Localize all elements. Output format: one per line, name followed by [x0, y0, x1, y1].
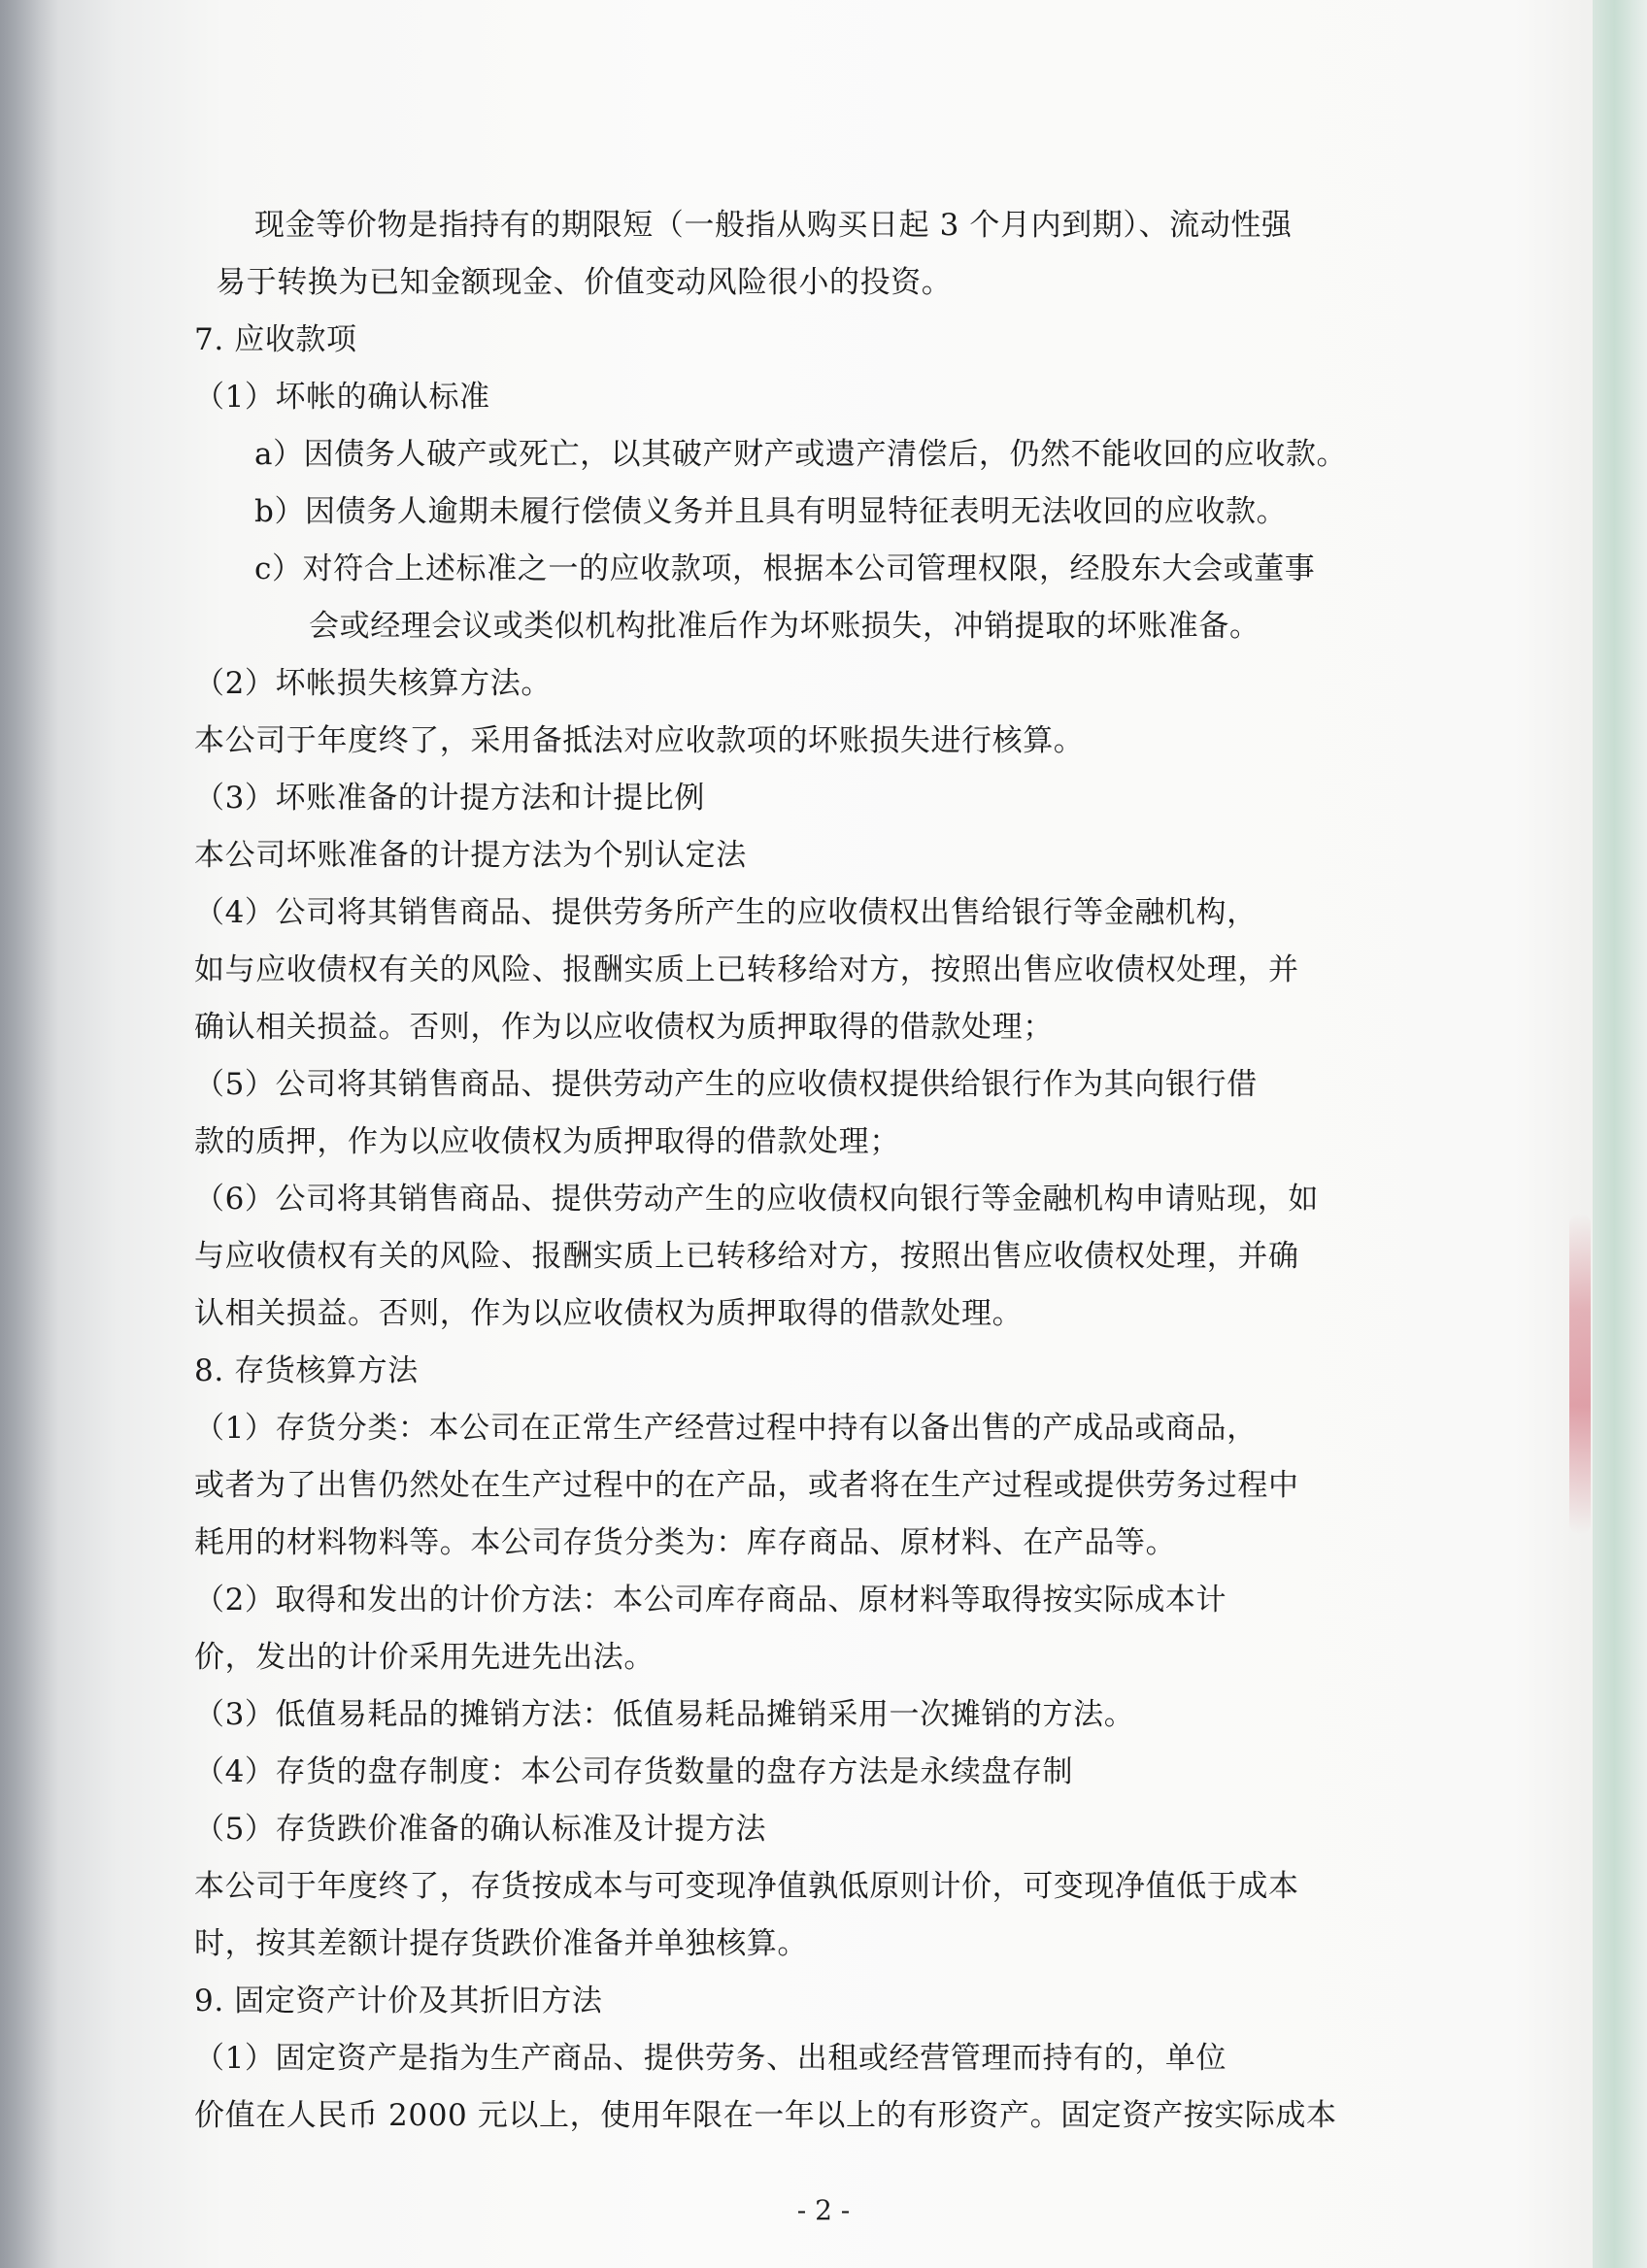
text-line: （1）坏帐的确认标准	[194, 380, 490, 415]
binding-shadow	[0, 0, 58, 2268]
seal-stamp-fragment	[1569, 1214, 1591, 1534]
text-line: 现金等价物是指持有的期限短（一般指从购买日起 3 个月内到期）、流动性强	[254, 208, 1293, 243]
list-item: b）因债务人逾期未履行偿债义务并且具有明显特征表明无法收回的应收款。	[254, 494, 1288, 529]
text-line: （1）存货分类：本公司在正常生产经营过程中持有以备出售的产成品或商品，	[194, 1411, 1258, 1446]
text-line: 价，发出的计价采用先进先出法。	[194, 1640, 655, 1675]
list-item: c）对符合上述标准之一的应收款项，根据本公司管理权限，经股东大会或董事	[254, 551, 1316, 586]
text-line: （4）公司将其销售商品、提供劳务所产生的应收债权出售给银行等金融机构，	[194, 895, 1258, 930]
section-heading: 7. 应收款项	[194, 322, 357, 357]
text-line: （5）公司将其销售商品、提供劳动产生的应收债权提供给银行作为其向银行借	[194, 1067, 1258, 1102]
text-line: 本公司于年度终了，采用备抵法对应收款项的坏账损失进行核算。	[194, 723, 1085, 758]
text-line: （5）存货跌价准备的确认标准及计提方法	[194, 1812, 767, 1847]
text-line: 款的质押，作为以应收债权为质押取得的借款处理；	[194, 1124, 900, 1159]
text-line: 时，按其差额计提存货跌价准备并单独核算。	[194, 1926, 808, 1961]
text-line: 确认相关损益。否则，作为以应收债权为质押取得的借款处理；	[194, 1010, 1054, 1045]
text-line: 会或经理会议或类似机构批准后作为坏账损失，冲销提取的坏账准备。	[309, 609, 1260, 644]
page-edge-strip	[1593, 0, 1647, 2268]
text-line: 易于转换为已知金额现金、价值变动风险很小的投资。	[216, 265, 953, 300]
list-item: a）因债务人破产或死亡，以其破产财产或遗产清偿后，仍然不能收回的应收款。	[254, 437, 1348, 472]
text-line: （3）坏账准备的计提方法和计提比例	[194, 781, 705, 816]
text-line: （6）公司将其销售商品、提供劳动产生的应收债权向银行等金融机构申请贴现，如	[194, 1182, 1319, 1217]
text-line: （3）低值易耗品的摊销方法：低值易耗品摊销采用一次摊销的方法。	[194, 1697, 1135, 1732]
text-line: 或者为了出售仍然处在生产过程中的在产品，或者将在生产过程或提供劳务过程中	[194, 1468, 1299, 1503]
text-line: 本公司于年度终了，存货按成本与可变现净值孰低原则计价，可变现净值低于成本	[194, 1869, 1299, 1904]
section-heading: 9. 固定资产计价及其折旧方法	[194, 1984, 603, 2018]
text-line: 本公司坏账准备的计提方法为个别认定法	[194, 838, 747, 873]
text-line: 价值在人民币 2000 元以上，使用年限在一年以上的有形资产。固定资产按实际成本	[194, 2098, 1337, 2133]
text-line: （4）存货的盘存制度：本公司存货数量的盘存方法是永续盘存制	[194, 1754, 1074, 1789]
text-line: 耗用的材料物料等。本公司存货分类为：库存商品、原材料、在产品等。	[194, 1525, 1177, 1560]
page-number: - 2 -	[796, 2194, 851, 2226]
text-line: 如与应收债权有关的风险、报酬实质上已转移给对方，按照出售应收债权处理，并	[194, 952, 1299, 987]
text-line: （2）坏帐损失核算方法。	[194, 666, 552, 701]
text-line: 与应收债权有关的风险、报酬实质上已转移给对方，按照出售应收债权处理，并确	[194, 1239, 1299, 1274]
text-line: （2）取得和发出的计价方法：本公司库存商品、原材料等取得按实际成本计	[194, 1583, 1227, 1618]
text-line: （1）固定资产是指为生产商品、提供劳务、出租或经营管理而持有的，单位	[194, 2041, 1227, 2076]
text-line: 认相关损益。否则，作为以应收债权为质押取得的借款处理。	[194, 1296, 1024, 1331]
section-heading: 8. 存货核算方法	[194, 1353, 419, 1388]
